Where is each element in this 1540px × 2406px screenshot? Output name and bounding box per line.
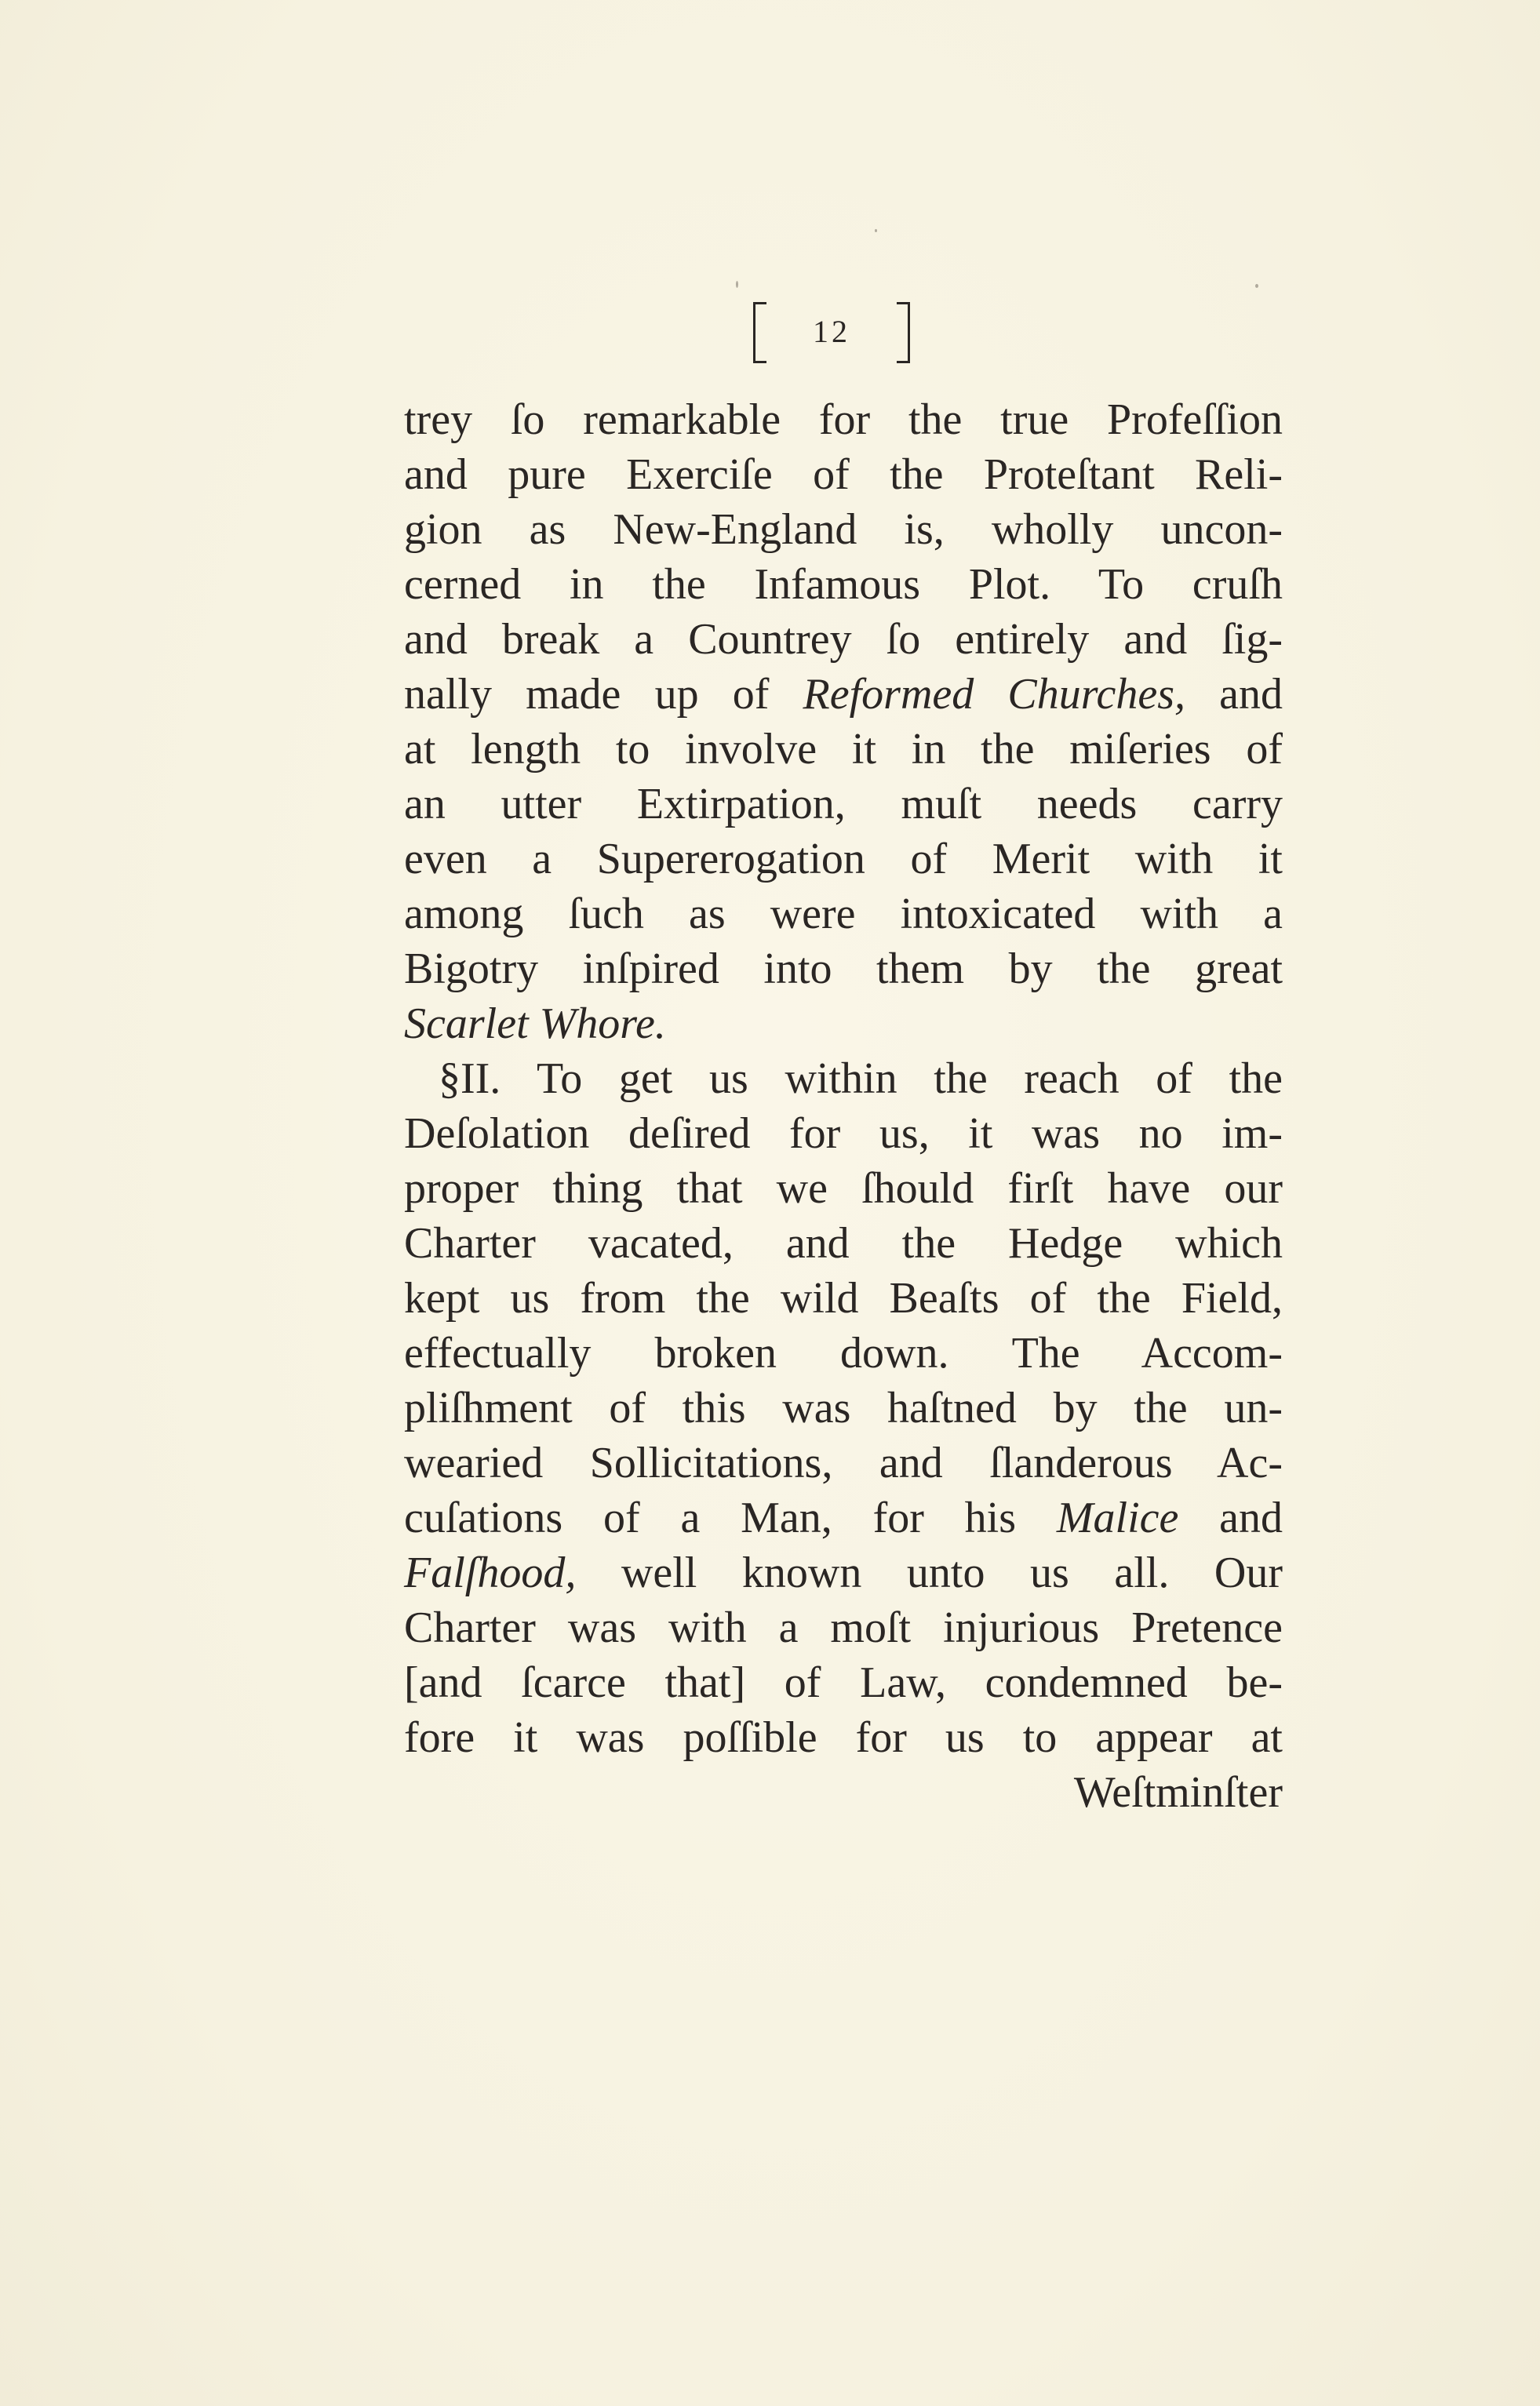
text-line: Deſolation deſired for us, it was no im-: [404, 1109, 1283, 1158]
text-segment: nally made up of: [404, 670, 770, 719]
section-heading-line: §II. To get us within the reach of the: [439, 1054, 1283, 1103]
text-line: fore it was poſſible for us to appear at: [404, 1713, 1283, 1762]
page-number: 12: [813, 314, 850, 349]
text-line: an utter Extirpation, muſt needs carry: [404, 780, 1283, 828]
text-line: and pure Exerciſe of the Proteſtant Reli-: [404, 450, 1283, 499]
text-segment: cuſations of a Man, for his: [404, 1494, 1017, 1542]
text-line: proper thing that we ſhould firſt have our: [404, 1164, 1283, 1213]
text-line: pliſhment of this was haſtned by the un-: [404, 1384, 1283, 1432]
text-line: among ſuch as were intoxicated with a: [404, 890, 1283, 938]
italic-reformed-churches: Reformed Churches,: [803, 670, 1185, 719]
text-line: even a Supererogation of Merit with it: [404, 835, 1283, 883]
text-line: [404, 1491, 1283, 1545]
paper-speck: [736, 281, 738, 288]
text-line: cerned in the Infamous Plot. To cruſh: [404, 560, 1283, 609]
text-segment: well known unto us all. Our: [621, 1549, 1283, 1597]
body-text: [404, 392, 1283, 1820]
text-line: kept us from the wild Beaſts of the Field,: [404, 1274, 1283, 1323]
paper-speck: [875, 229, 877, 232]
left-bracket: [753, 302, 766, 363]
text-segment: and: [1219, 670, 1283, 719]
right-bracket: [897, 302, 910, 363]
text-line: [404, 1545, 1283, 1600]
italic-falshood: Falſhood,: [404, 1549, 577, 1597]
text-line: at length to involve it in the miſeries of: [404, 725, 1283, 773]
catchword: Weſtminſter: [1073, 1768, 1283, 1817]
italic-malice: Malice: [1056, 1494, 1179, 1542]
page-header: [753, 302, 910, 365]
text-line: [and ſcarce that] of Law, condemned be-: [404, 1658, 1283, 1707]
text-line: and break a Countrey ſo entirely and ſig-: [404, 615, 1283, 664]
paper-speck: [1255, 284, 1258, 288]
text-line: wearied Sollicitations, and ſlanderous Ac-: [404, 1439, 1283, 1487]
text-line: Charter vacated, and the Hedge which: [404, 1219, 1283, 1268]
text-line: Charter was with a moſt injurious Pretence: [404, 1603, 1283, 1652]
text-line: trey ſo remarkable for the true Profeſſion: [404, 395, 1283, 444]
text-line: Bigotry inſpired into them by the great: [404, 945, 1283, 993]
italic-scarlet-whore: Scarlet Whore.: [404, 999, 666, 1048]
text-line: gion as New-England is, wholly uncon-: [404, 505, 1283, 554]
text-line: effectually broken down. The Accom-: [404, 1329, 1283, 1378]
text-segment: and: [1219, 1494, 1283, 1542]
text-line: [404, 667, 1283, 722]
